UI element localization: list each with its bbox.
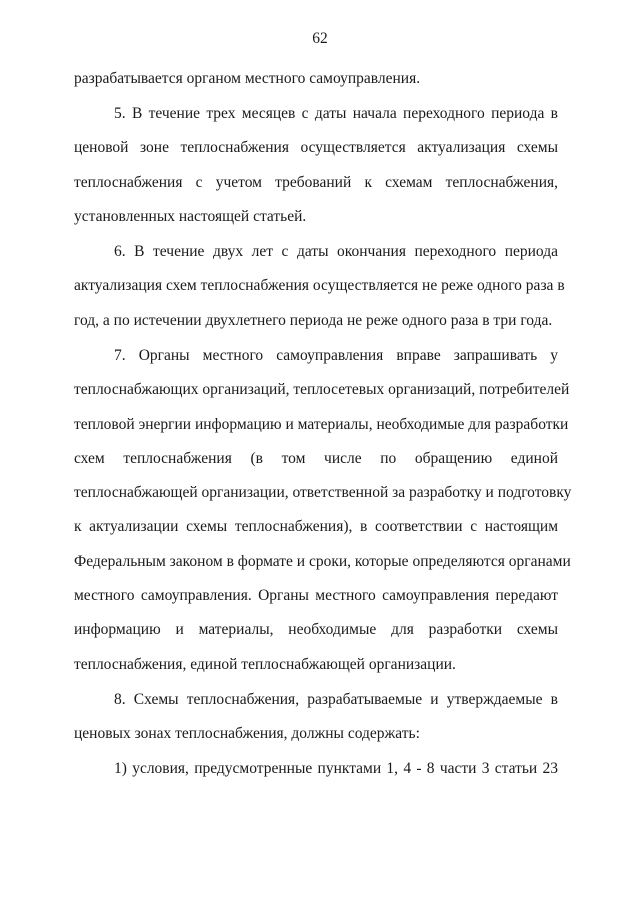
text-line: ценовых зонах теплоснабжения, должны содержать:	[74, 725, 420, 743]
text-line: местного самоуправления. Органы местного самоуправления передают	[74, 587, 558, 605]
text-line: 6. В течение двух лет с даты окончания переходного периода	[114, 243, 558, 260]
text-line: разрабатывается органом местного самоуправления.	[74, 70, 421, 87]
paragraph-6	[74, 235, 565, 338]
page-number: 62	[312, 30, 328, 47]
text-line: Федеральным законом в формате и сроки, которые определяются органами	[74, 552, 571, 570]
text-line: установленных настоящей статьей.	[74, 207, 307, 225]
text-line: ценовой зоне теплоснабжения осуществляется актуализация схемы	[74, 139, 558, 157]
text-line: схем теплоснабжения (в том числе по обращению единой	[74, 449, 558, 467]
text-line: информацию и материалы, необходимые для разработки схемы	[74, 621, 558, 639]
text-line: теплоснабжения, единой теплоснабжающей организации.	[74, 655, 456, 673]
paragraph-continuation	[74, 62, 558, 96]
text-line: теплоснабжающих организаций, теплосетевых организаций, потребителей	[74, 381, 570, 399]
text-line: 5. В течение трех месяцев с даты начала переходного периода в	[114, 105, 558, 122]
paragraph-7	[74, 339, 572, 682]
subitem-1	[74, 752, 558, 786]
text-line: теплоснабжения с учетом требований к схемам теплоснабжения,	[74, 173, 558, 191]
text-line: год, а по истечении двухлетнего периода не реже одного раза в три года.	[74, 311, 553, 329]
text-line: 8. Схемы теплоснабжения, разрабатываемые и утверждаемые в	[114, 691, 558, 708]
paragraph-8	[74, 683, 558, 752]
text-line: к актуализации схемы теплоснабжения), в соответствии с настоящим	[74, 518, 558, 536]
text-line: тепловой энергии информацию и материалы, необходимые для разработки	[74, 415, 569, 433]
text-line: актуализация схем теплоснабжения осуществляется не реже одного раза в	[74, 277, 565, 295]
text-line: 1) условия, предусмотренные пунктами 1, 4 - 8 части 3 статьи 23	[114, 760, 558, 777]
paragraph-5	[74, 97, 558, 234]
text-line: 7. Органы местного самоуправления вправе запрашивать у	[114, 347, 558, 364]
text-line: теплоснабжающей организации, ответственной за разработку и подготовку	[74, 484, 572, 502]
